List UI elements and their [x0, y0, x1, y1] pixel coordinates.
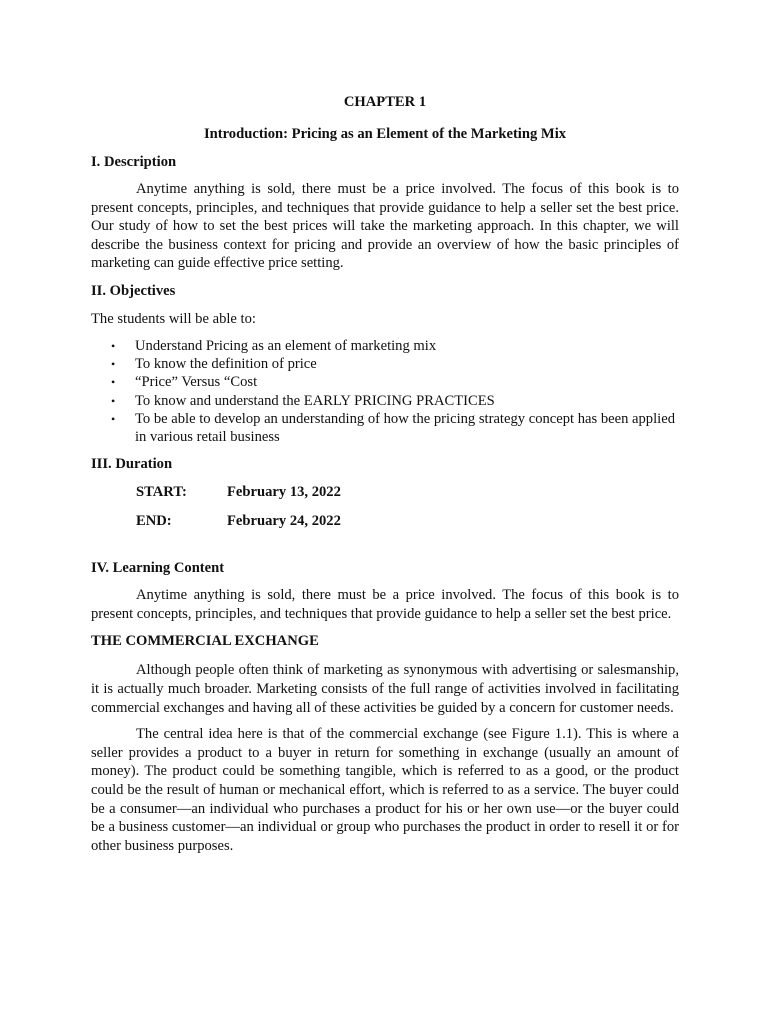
list-item: [111, 410, 679, 446]
bullet-icon: •: [111, 411, 116, 426]
objective-text: To know and understand the EARLY PRICING PRACTICES: [135, 392, 495, 409]
section-heading-commercial-exchange: THE COMMERCIAL EXCHANGE: [91, 633, 319, 650]
bullet-icon: •: [111, 338, 116, 353]
duration-start-row: [136, 482, 679, 502]
chapter-title: Introduction: Pricing as an Element of the Marketing Mix: [203, 126, 567, 142]
objective-text: “Price” Versus “Cost: [135, 374, 258, 391]
end-date: February 24, 2022: [227, 513, 341, 530]
objectives-list: [91, 337, 679, 446]
commercial-paragraph-2: The central idea here is that of the commercial exchange (see Figure 1.1). This is where a seller provides a product to a buyer in return for something in exchange (usually an amount of money). The product could be something tangible, which is referred to as a good, or the product could be the result of human or mechanical effort, which is referred to as a service. The buyer could be a consumer—an individual who purchases a product for his or her own use—or the buyer could be a business customer—an individual or group who purchases the product in order to resell it or for other business purposes.: [91, 726, 679, 854]
start-label: START:: [136, 484, 187, 501]
objective-text: Understand Pricing as an element of marketing mix: [135, 337, 437, 354]
objective-text: To be able to develop an understanding of how the pricing strategy concept has been applied in various retail business: [135, 410, 675, 445]
commercial-paragraph-1: Although people often think of marketing as synonymous with advertising or salesmanship, it is actually much broader. Marketing consists of the full range of activities involved in facilitating commercial exchanges and having all of these activities be guided by a concern for customer needs.: [91, 662, 679, 716]
objectives-intro: The students will be able to:: [91, 310, 256, 327]
section-heading-duration: III. Duration: [91, 456, 173, 473]
list-item: [111, 355, 679, 373]
list-item: [111, 337, 679, 355]
start-date: February 13, 2022: [227, 484, 341, 501]
duration-end-row: [136, 511, 679, 531]
list-item: [111, 392, 679, 410]
learning-paragraph: Anytime anything is sold, there must be a price involved. The focus of this book is to present concepts, principles, and techniques that provide guidance to help a seller set the best price.: [91, 587, 679, 622]
list-item: [111, 373, 679, 391]
end-label: END:: [136, 513, 172, 530]
description-paragraph: Anytime anything is sold, there must be a price involved. The focus of this book is to present concepts, principles, and techniques that provide guidance to help a seller set the best price. Our study of how to set the best prices will take the marketing approach. In this chapter, we will describe the business context for pricing and provide an overview of how the basic principles of marketing can guide effective price setting.: [91, 181, 679, 272]
section-heading-learning-content: IV. Learning Content: [91, 560, 225, 577]
bullet-icon: •: [111, 357, 116, 372]
spacer: [91, 540, 679, 558]
bullet-icon: •: [111, 393, 116, 408]
chapter-label: CHAPTER 1: [343, 94, 427, 110]
section-heading-description: I. Description: [91, 154, 177, 170]
document-page: [91, 92, 679, 863]
objective-text: To know the definition of price: [135, 356, 317, 373]
section-heading-objectives: II. Objectives: [91, 282, 176, 299]
bullet-icon: •: [111, 375, 116, 390]
